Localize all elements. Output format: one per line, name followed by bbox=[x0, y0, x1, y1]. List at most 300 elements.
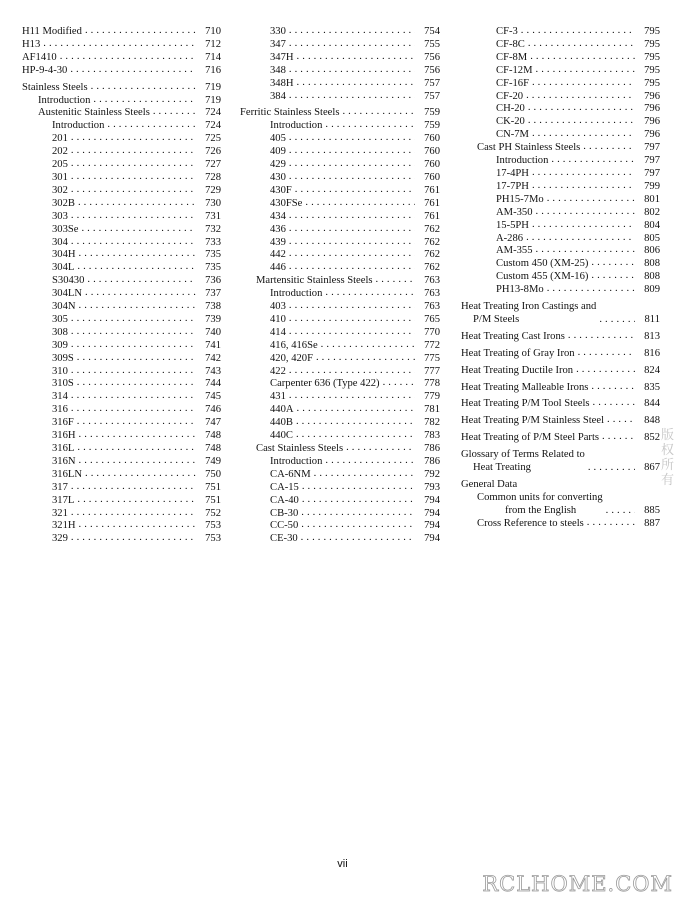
dot-leader bbox=[289, 145, 415, 157]
toc-entry-page: 756 bbox=[424, 64, 440, 76]
dot-leader bbox=[532, 167, 635, 179]
toc-entry-page: 759 bbox=[424, 107, 440, 119]
toc-entry-page: 726 bbox=[205, 146, 221, 158]
toc-entry-page: 796 bbox=[644, 90, 660, 102]
toc-entry-label: Heat Treating Ductile Iron bbox=[461, 364, 574, 376]
dot-leader bbox=[536, 206, 636, 218]
toc-entry-label: 330 bbox=[270, 26, 286, 37]
toc-entry-label: 347H bbox=[270, 51, 294, 63]
toc-entry-label: 410 bbox=[270, 313, 286, 325]
toc-entry-label: 440C bbox=[270, 430, 293, 442]
toc-entry-page: 737 bbox=[205, 288, 221, 300]
toc-entry-page: 760 bbox=[424, 133, 440, 145]
toc-entry-page: 752 bbox=[205, 507, 221, 519]
toc-entry-page: 813 bbox=[644, 330, 660, 342]
toc-entry-page: 753 bbox=[205, 520, 221, 532]
toc-entry-label-line2: P/M Steels bbox=[473, 313, 520, 325]
dot-leader bbox=[551, 154, 635, 166]
toc-entry-page: 781 bbox=[424, 404, 440, 416]
dot-leader bbox=[528, 102, 635, 114]
toc-entry-label: 301 bbox=[52, 171, 68, 183]
toc-entry-page: 794 bbox=[424, 533, 440, 545]
dot-leader bbox=[43, 38, 196, 50]
dot-leader bbox=[77, 261, 196, 273]
toc-entry-page: 710 bbox=[205, 26, 221, 37]
toc-entry-label: PH15-7Mo bbox=[496, 193, 544, 205]
toc-entry-page: 852 bbox=[644, 432, 660, 444]
toc-entry bbox=[22, 65, 221, 78]
toc-entry-page: 797 bbox=[644, 142, 660, 154]
toc-entry-page: 741 bbox=[205, 339, 221, 351]
toc-entry-page: 716 bbox=[205, 64, 221, 76]
toc-entry-label: CA-40 bbox=[270, 494, 299, 506]
toc-entry-page: 749 bbox=[205, 455, 221, 467]
toc-entry-page: 755 bbox=[424, 38, 440, 50]
toc-entry-page: 772 bbox=[424, 339, 440, 351]
toc-entry-page: 746 bbox=[205, 404, 221, 416]
toc-entry-label: Martensitic Stainless Steels bbox=[256, 275, 373, 287]
toc-entry-label-line1: Common units for converting bbox=[477, 491, 603, 503]
toc-entry-label: 317 bbox=[52, 481, 68, 493]
toc-entry-label: Introduction bbox=[52, 120, 105, 132]
toc-entry-label: Heat Treating P/M Tool Steels bbox=[461, 398, 590, 410]
toc-entry-label: CB-30 bbox=[270, 507, 299, 519]
toc-entry-page: 763 bbox=[424, 301, 440, 313]
toc-entry-label: 303Se bbox=[52, 223, 79, 235]
dot-leader bbox=[532, 128, 635, 140]
toc-entry-label: CF-20 bbox=[496, 90, 524, 102]
toc-column-2 bbox=[240, 26, 440, 546]
dot-leader bbox=[526, 232, 635, 244]
dot-leader bbox=[77, 352, 196, 364]
toc-entry bbox=[461, 382, 660, 395]
dot-leader bbox=[71, 236, 196, 248]
toc-entry-label: AM-355 bbox=[496, 245, 533, 257]
toc-entry-page: 724 bbox=[205, 107, 221, 119]
toc-entry-label: 440A bbox=[270, 404, 294, 416]
toc-entry-page: 782 bbox=[424, 417, 440, 429]
toc-entry-label: 321 bbox=[52, 507, 68, 519]
toc-entry-label: 436 bbox=[270, 223, 286, 235]
dot-leader bbox=[71, 145, 196, 157]
toc-entry-label: CC-50 bbox=[270, 520, 299, 532]
toc-entry-page: 735 bbox=[205, 262, 221, 274]
toc-entry bbox=[240, 533, 440, 546]
dot-leader bbox=[342, 106, 415, 118]
dot-leader bbox=[85, 468, 196, 480]
dot-leader bbox=[79, 455, 196, 467]
toc-entry-page: 733 bbox=[205, 236, 221, 248]
toc-entry-page: 779 bbox=[424, 391, 440, 403]
toc-entry bbox=[461, 398, 660, 411]
dot-leader bbox=[587, 517, 635, 529]
toc-entry-page: 765 bbox=[424, 313, 440, 325]
toc-entry-page: 775 bbox=[424, 352, 440, 364]
dot-leader bbox=[79, 248, 196, 260]
dot-leader bbox=[71, 184, 196, 196]
dot-leader bbox=[606, 505, 635, 517]
dot-leader bbox=[297, 77, 415, 89]
toc-entry-page: 719 bbox=[205, 81, 221, 93]
toc-entry-label: 304N bbox=[52, 301, 76, 313]
toc-entry-label: 440B bbox=[270, 417, 293, 429]
toc-entry-label: Introduction bbox=[270, 288, 323, 300]
toc-entry-label: Cast Stainless Steels bbox=[256, 443, 344, 454]
dot-leader bbox=[77, 416, 196, 428]
toc-entry-page: 816 bbox=[644, 347, 660, 359]
toc-entry-label: CF-8C bbox=[496, 38, 525, 50]
toc-entry-page: 805 bbox=[644, 232, 660, 244]
toc-entry-page: 748 bbox=[205, 430, 221, 442]
dot-leader bbox=[583, 141, 635, 153]
toc-entry-page: 762 bbox=[424, 236, 440, 248]
toc-entry-label: 403 bbox=[270, 301, 286, 313]
toc-entry-page: 797 bbox=[644, 155, 660, 167]
dot-leader bbox=[60, 51, 196, 63]
toc-entry-label: 329 bbox=[52, 533, 68, 545]
dot-leader bbox=[305, 197, 415, 209]
toc-entry-label: Introduction bbox=[270, 120, 323, 132]
toc-entry-page: 724 bbox=[205, 120, 221, 132]
dot-leader bbox=[316, 352, 415, 364]
toc-entry-label: Cross Reference to steels bbox=[477, 517, 584, 529]
dot-leader bbox=[289, 390, 415, 402]
dot-leader bbox=[547, 283, 635, 295]
toc-entry-page: 742 bbox=[205, 352, 221, 364]
toc-entry-label: CN-7M bbox=[496, 129, 529, 141]
toc-entry-label: CF-8M bbox=[496, 51, 528, 63]
toc-entry-label bbox=[461, 301, 596, 327]
toc-entry-page: 760 bbox=[424, 171, 440, 183]
dot-leader bbox=[71, 313, 196, 325]
toc-entry-page: 797 bbox=[644, 167, 660, 179]
toc-entry-label: 304 bbox=[52, 236, 68, 248]
dot-leader bbox=[383, 377, 415, 389]
toc-entry-label: Heat Treating P/M Stainless Steel bbox=[461, 415, 605, 427]
toc-entry-label: AM-350 bbox=[496, 206, 533, 218]
dot-leader bbox=[289, 313, 415, 325]
dot-leader bbox=[77, 442, 196, 454]
dot-leader bbox=[607, 414, 635, 426]
toc-entry-label: A-286 bbox=[496, 232, 524, 244]
dot-leader bbox=[547, 193, 635, 205]
toc-entry-page: 885 bbox=[644, 504, 660, 516]
toc-entry-label: CE-30 bbox=[270, 533, 298, 545]
dot-leader bbox=[526, 90, 635, 102]
toc-entry-page: 760 bbox=[424, 159, 440, 171]
toc-entry-label: 201 bbox=[52, 133, 68, 145]
toc-entry-page: 743 bbox=[205, 365, 221, 377]
dot-leader bbox=[71, 171, 196, 183]
toc-entry-label: 348 bbox=[270, 64, 286, 76]
toc-entry-label-line2: from the English bbox=[505, 504, 577, 516]
dot-leader bbox=[325, 119, 415, 131]
toc-entry-page: 783 bbox=[424, 430, 440, 442]
toc-entry bbox=[461, 432, 660, 445]
dot-leader bbox=[85, 25, 196, 37]
dot-leader bbox=[289, 90, 415, 102]
toc-entry-page: 796 bbox=[644, 103, 660, 115]
toc-entry-label: 430 bbox=[270, 171, 286, 183]
dot-leader bbox=[593, 397, 635, 409]
toc-entry-page: 762 bbox=[424, 249, 440, 261]
toc-entry-page: 809 bbox=[644, 284, 660, 296]
toc-entry-label: General Data bbox=[461, 479, 518, 490]
toc-entry bbox=[461, 492, 660, 518]
toc-entry-page: 793 bbox=[424, 481, 440, 493]
dot-leader bbox=[302, 481, 415, 493]
toc-entry-page: 763 bbox=[424, 275, 440, 287]
toc-entry-label: Custom 450 (XM-25) bbox=[496, 258, 589, 270]
toc-entry-label: 309 bbox=[52, 339, 68, 351]
toc-entry-label: 429 bbox=[270, 159, 286, 171]
dot-leader bbox=[289, 326, 415, 338]
toc-entry-page: 824 bbox=[644, 364, 660, 376]
toc-entry-label: 308 bbox=[52, 326, 68, 338]
toc-entry-label: 439 bbox=[270, 236, 286, 248]
toc-entry-label: 314 bbox=[52, 391, 68, 403]
toc-entry-label: 414 bbox=[270, 326, 286, 338]
toc-entry-label: 420, 420F bbox=[270, 352, 313, 364]
dot-leader bbox=[530, 51, 635, 63]
toc-entry-page: 799 bbox=[644, 180, 660, 192]
dot-leader bbox=[289, 64, 415, 76]
toc-entry bbox=[240, 91, 440, 104]
toc-entry-page: 808 bbox=[644, 258, 660, 270]
dot-leader bbox=[532, 77, 635, 89]
dot-leader bbox=[321, 339, 415, 351]
dot-leader bbox=[591, 381, 635, 393]
dot-leader bbox=[532, 180, 635, 192]
toc-entry-label: Austenitic Stainless Steels bbox=[38, 107, 150, 119]
toc-entry-page: 835 bbox=[644, 381, 660, 393]
toc-entry-label: 310 bbox=[52, 365, 68, 377]
toc-entry-label: H13 bbox=[22, 38, 41, 50]
toc-entry-label: 316 bbox=[52, 404, 68, 416]
toc-entry-label: 430F bbox=[270, 184, 292, 196]
toc-entry-label: 302B bbox=[52, 197, 75, 209]
dot-leader bbox=[289, 236, 415, 248]
toc-entry-page: 747 bbox=[205, 417, 221, 429]
toc-entry-label: 316H bbox=[52, 430, 76, 442]
toc-entry-label: 442 bbox=[270, 249, 286, 261]
toc-entry-label: H11 Modified bbox=[22, 26, 82, 37]
dot-leader bbox=[346, 442, 415, 454]
toc-entry-page: 786 bbox=[424, 443, 440, 454]
dot-leader bbox=[289, 261, 415, 273]
toc-entry-label: Heat Treating of Gray Iron bbox=[461, 347, 575, 359]
dot-leader bbox=[297, 403, 415, 415]
toc-entry-page: 750 bbox=[205, 468, 221, 480]
dot-leader bbox=[71, 326, 196, 338]
toc-entry-page: 761 bbox=[424, 197, 440, 209]
toc-entry-label-line1: Glossary of Terms Related to bbox=[461, 449, 585, 461]
toc-entry-label: 430FSe bbox=[270, 197, 303, 209]
toc-entry-label: 205 bbox=[52, 159, 68, 171]
toc-entry-page: 757 bbox=[424, 77, 440, 89]
dot-leader bbox=[325, 287, 415, 299]
toc-entry-page: 887 bbox=[644, 517, 660, 529]
dot-leader bbox=[521, 25, 635, 37]
dot-leader bbox=[289, 223, 415, 235]
dot-leader bbox=[591, 270, 635, 282]
toc-entry-label: Carpenter 636 (Type 422) bbox=[270, 378, 380, 390]
dot-leader bbox=[78, 197, 196, 209]
toc-entry-label: 316N bbox=[52, 455, 76, 467]
dot-leader bbox=[77, 377, 196, 389]
toc-entry-page: 736 bbox=[205, 275, 221, 287]
dot-leader bbox=[71, 507, 196, 519]
dot-leader bbox=[568, 330, 635, 342]
toc-entry-label: 409 bbox=[270, 146, 286, 158]
toc-entry-label: 304H bbox=[52, 249, 76, 261]
dot-leader bbox=[599, 314, 635, 326]
toc-entry-page: 745 bbox=[205, 391, 221, 403]
toc-entry-page: 740 bbox=[205, 326, 221, 338]
toc-entry-label: 422 bbox=[270, 365, 286, 377]
dot-leader bbox=[289, 171, 415, 183]
dot-leader bbox=[153, 106, 196, 118]
toc-entry-page: 844 bbox=[644, 398, 660, 410]
toc-entry-label-line2: Heat Treating bbox=[473, 462, 531, 474]
toc-entry-page: 730 bbox=[205, 197, 221, 209]
toc-entry bbox=[461, 284, 660, 297]
toc-entry-label: Heat Treating of P/M Steel Parts bbox=[461, 432, 600, 444]
dot-leader bbox=[289, 365, 415, 377]
dot-leader bbox=[591, 257, 635, 269]
toc-entry-label: 310S bbox=[52, 378, 74, 390]
toc-entry-page: 792 bbox=[424, 468, 440, 480]
dot-leader bbox=[289, 248, 415, 260]
dot-leader bbox=[289, 158, 415, 170]
toc-entry-page: 762 bbox=[424, 223, 440, 235]
dot-leader bbox=[536, 64, 636, 76]
toc-entry-label: 431 bbox=[270, 391, 286, 403]
toc-entry-label: 316L bbox=[52, 443, 75, 454]
toc-entry-label: 321H bbox=[52, 520, 76, 532]
toc-entry-label: PH13-8Mo bbox=[496, 284, 544, 296]
toc-entry bbox=[22, 533, 221, 546]
dot-leader bbox=[71, 339, 196, 351]
toc-entry-page: 731 bbox=[205, 210, 221, 222]
dot-leader bbox=[289, 300, 415, 312]
toc-entry bbox=[461, 301, 660, 327]
toc-entry-label: Ferritic Stainless Steels bbox=[240, 107, 340, 119]
toc-entry-label: 446 bbox=[270, 262, 286, 274]
toc-entry-page: 848 bbox=[644, 415, 660, 427]
toc-entry-label: Heat Treating Malleable Irons bbox=[461, 381, 589, 393]
toc-entry-label: AF1410 bbox=[22, 51, 57, 63]
toc-entry-label: CF-16F bbox=[496, 77, 529, 89]
dot-leader bbox=[79, 429, 196, 441]
toc-entry-label: HP-9-4-30 bbox=[22, 64, 68, 76]
dot-leader bbox=[325, 455, 415, 467]
toc-entry-page: 808 bbox=[644, 271, 660, 283]
toc-entry bbox=[461, 348, 660, 361]
toc-entry bbox=[461, 518, 660, 531]
toc-entry-page: 795 bbox=[644, 26, 660, 37]
toc-entry-label-line1: Heat Treating Iron Castings and bbox=[461, 301, 597, 313]
dot-leader bbox=[81, 223, 196, 235]
dot-leader bbox=[297, 51, 415, 63]
dot-leader bbox=[107, 119, 196, 131]
toc-entry-page: 732 bbox=[205, 223, 221, 235]
toc-entry-label: 17-7PH bbox=[496, 180, 529, 192]
toc-entry-page: 712 bbox=[205, 38, 221, 50]
dot-leader bbox=[289, 38, 415, 50]
toc-entry-label: Stainless Steels bbox=[22, 81, 88, 93]
dot-leader bbox=[314, 468, 415, 480]
toc-entry-page: 770 bbox=[424, 326, 440, 338]
dot-leader bbox=[71, 532, 196, 544]
toc-entry-page: 761 bbox=[424, 184, 440, 196]
dot-leader bbox=[91, 81, 196, 93]
toc-entry-page: 794 bbox=[424, 494, 440, 506]
toc-entry bbox=[461, 449, 660, 475]
watermark-logo: RCLHOME.COM bbox=[482, 872, 673, 896]
toc-entry-label: CF-12M bbox=[496, 64, 533, 76]
toc-entry-label: Cast PH Stainless Steels bbox=[477, 142, 581, 154]
dot-leader bbox=[576, 364, 635, 376]
dot-leader bbox=[71, 158, 196, 170]
toc-entry-page: 760 bbox=[424, 146, 440, 158]
toc-entry-page: 794 bbox=[424, 507, 440, 519]
toc-entry-label: 15-5PH bbox=[496, 219, 529, 231]
toc-entry-label: CA-15 bbox=[270, 481, 299, 493]
toc-entry-page: 796 bbox=[644, 129, 660, 141]
page-number: vii bbox=[337, 858, 348, 870]
toc-entry-page: 744 bbox=[205, 378, 221, 390]
toc-entry-page: 778 bbox=[424, 378, 440, 390]
toc-entry-page: 729 bbox=[205, 184, 221, 196]
toc-entry-page: 806 bbox=[644, 245, 660, 257]
dot-leader bbox=[295, 184, 415, 196]
toc-entry-page: 801 bbox=[644, 193, 660, 205]
toc-entry-page: 795 bbox=[644, 38, 660, 50]
dot-leader bbox=[296, 429, 415, 441]
toc-entry-page: 735 bbox=[205, 249, 221, 261]
toc-entry-label bbox=[461, 449, 585, 475]
dot-leader bbox=[71, 390, 196, 402]
dot-leader bbox=[71, 403, 196, 415]
dot-leader bbox=[71, 481, 196, 493]
toc-column-1 bbox=[22, 26, 221, 546]
dot-leader bbox=[301, 519, 415, 531]
toc-entry-page: 804 bbox=[644, 219, 660, 231]
dot-leader bbox=[578, 347, 635, 359]
toc-entry-page: 719 bbox=[205, 94, 221, 106]
toc-entry-label: 405 bbox=[270, 133, 286, 145]
dot-leader bbox=[70, 64, 196, 76]
toc-entry-label bbox=[477, 492, 603, 518]
toc-entry-page: 751 bbox=[205, 481, 221, 493]
toc-entry-label: 309S bbox=[52, 352, 74, 364]
toc-entry bbox=[461, 365, 660, 378]
toc-entry-page: 751 bbox=[205, 494, 221, 506]
dot-leader bbox=[528, 115, 635, 127]
toc-entry-label: 416, 416Se bbox=[270, 339, 318, 351]
toc-entry-label: 434 bbox=[270, 210, 286, 222]
toc-entry-label: Introduction bbox=[496, 155, 549, 167]
dot-leader bbox=[302, 494, 415, 506]
toc-entry-label: CA-6NM bbox=[270, 468, 311, 480]
dot-leader bbox=[71, 210, 196, 222]
toc-column-3 bbox=[461, 26, 660, 531]
watermark-side-stamp: 版 权 所 有 bbox=[661, 428, 675, 488]
dot-leader bbox=[71, 365, 196, 377]
toc-entry-label: 384 bbox=[270, 90, 286, 102]
toc-entry-page: 738 bbox=[205, 301, 221, 313]
